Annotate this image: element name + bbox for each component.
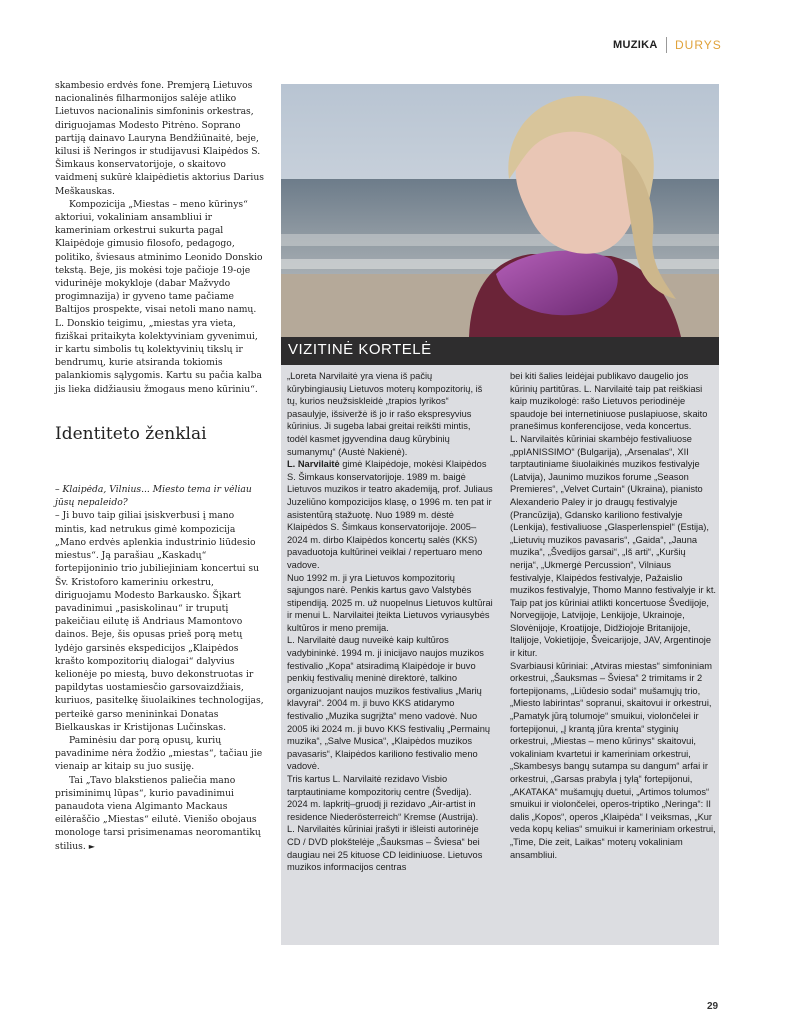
card-paragraph-text: L. Narvilaitės kūriniai skambėjo festivaliuose „ppIANISSIMO“ (Bulgarija), „Arsenalas“, XII tarptautiniame šiuolaikinės muzikos festivalyje (Latvija), Jaunimo muzikos forume „Season Premieres“, „Velvet Curtain“ (Ukraina), pianisto Alexanderio Paley ir jo draugų festivalyje (Prancūzija), Gdansko kariliono festivalyje (Lenkija), festivaliuose „Glasperlenspiel“ (Estija), „Lietuvių muzikos pavasaris“, „Gaida“, „Jauna muzika“, „Švedijos garsai“, „Iš arti“, „Kuršių nerija“, „Ukmergė Percussion“, Vilniaus festivalyje, Klaipėdos festivalyje, Pažaislio muzikos festivalyje, Thomo Manno festivalyje ir kt. Taip pat jos kūriniai atlikti koncertuose Švedijoje, Norvegijoje, Latvijoje, Lenkijoje, Ukrainoje, Slovėnijoje, Kroatijoje, Didžiojoje Britanijoje, Italijoje, Vokietijoje, Šveicarijoje, JAV, Argentinoje ir kitur.: [510, 433, 716, 659]
portrait-photo: [281, 84, 719, 337]
article-paragraph: – Ji buvo taip giliai įsiskverbusi į mano mintis, kad netrukus gimė kompozicija „Mano erdvės aplenkia industrinio liūdesio miestus“. Ją parašiau „Kaskadų“ fortepijoninio trio jubiliejiniam koncertui su Šv. Kristoforo kameriniu orkestru, diriguojamu Modesto Barkausko. Šįkart pavadinimui „pasiskolinau“ ir truputį pakeičiau eilutę iš Andriaus Mamontovo dainos. Beje, šis opusas prieš porą metų lydėjo garsinės ekspedicijos „Klaipėdos krašto kompozitorių dialogai“ dalyvius kelionėje po miestą, buvo dekonstruotas ir papildytas uostamiesčio garsovaizdžiais, kuriuos, pasitelkę šiuolaikines technologijas, perteikė garso menininkai Donatas Bielkauskas ir Kristijonas Lučinskas.: [55, 510, 264, 733]
card-paragraph: [287, 370, 493, 458]
article-left-column: [55, 79, 265, 853]
card-paragraph-text: gimė Klaipėdoje, mokėsi Klaipėdos S. Šimkaus konservatorijoje. 1989 m. baigė Lietuvos muzikos ir teatro akademiją, prof. Juliaus Juzeliūno kompozicijos klasę, o 1996 m. ten pat ir asistentūrą stažuotę. Nuo 1989 m. dėstė Klaipėdos S. Šimkaus konservatorijoje. 2005–2024 m. dirbo Klaipėdos koncertų salės (KKS) pavaduotoja kultūrinei veiklai / repertuaro meno vadove.: [287, 459, 493, 570]
interview-question: – Klaipėda, Vilnius... Miesto tema ir vėliau jūsų nepaleido?: [55, 484, 252, 509]
article-paragraph: skambesio erdvės fone. Premjerą Lietuvos nacionalinės filharmonijos salėje atliko Lietuvos nacionalinis simfoninis orkestras, diriguojamas Modesto Pitrėno. Soprano partiją dainavo Lauryna Bendžiūnaitė, beje, kilusi iš Neringos ir studijavusi Klaipėdos S. Šimkaus konservatorijoje, o skaitovo vaidmenį sukūrė klaipėdietis aktorius Darius Meškauskas.: [55, 80, 264, 197]
card-column-2: [510, 370, 716, 861]
article-paragraph: [55, 774, 265, 853]
card-paragraph: [287, 458, 493, 571]
card-title: VIZITINĖ KORTELĖ: [288, 341, 432, 358]
card-paragraph-text: L. Narvilaitė daug nuveikė kaip kultūros vadybininkė. 1994 m. ji inicijavo naujos muzikos festivalio „Kopa“ atsiradimą Klaipėdoje ir buvo penkių festivalių meninė direktorė, talkino organizuojant naujos muzikos festivalius „Marių klavyrai“. 2004 m. ji buvo KKS atidarymo festivalio „Muzika sugrįžta“ meno vadovė. Nuo 2005 iki 2024 m. ji buvo KKS festivalių „Permainų muzika“, „Salve Musica“, „Klaipėdos muzikos pavasaris“, Klaipėdos kariliono festivalio meno vadovė.: [287, 635, 491, 772]
page-number: 29: [707, 1001, 719, 1012]
continue-arrow-icon: ►: [88, 841, 95, 851]
section-label: MUZIKA: [613, 39, 658, 51]
card-paragraph-text: Tris kartus L. Narvilaitė rezidavo Visbio tarptautiniame kompozitorių centre (Švedija). 2024 m. lapkritį–gruodį ji rezidavo „Air-artist in residence Niederösterreich“ Kremse (Austrija).: [287, 774, 479, 822]
article-paragraph: Paminėsiu dar porą opusų, kurių pavadinime nėra žodžio „miestas“, tačiau jie vienaip ar kitaip su juo susiję.: [55, 734, 263, 773]
paragraph-text: Tai „Tavo blakstienos paliečia mano prisiminimų lūpas“, kurio pavadinimui panaudota viena Algimanto Mackaus eilėraščio „Miestas“ eilutė. Vienišo obojaus monologe tarsi prisimenamas neoromantikų stilius.: [55, 774, 261, 852]
card-paragraph: [287, 773, 493, 823]
card-paragraph-text: Svarbiausi kūriniai: „Atviras miestas“ simfoniniam orkestrui, „Šauksmas – Šviesa“ 2 trimitams ir 2 fortepijonams, „Liūdesio sodai“ mušamųjų trio, „Miesto labirintas“ sopranui, skaitovui ir orkestrui, „Pamatyk jūrą tolumoje“ smuikui, violončelei ir fortepijonui, „Į krantą jūra krenta“ styginių orkestrui, „Miestas – meno kūrinys“ skaitovui, vokaliniam kvartetui ir kameriniam orkestrui, „Skambesys bangų sutampa su dangum“ arfai ir orkestrui, „Garsas prabyla į tylą“ fortepijonui, „AKATAKA“ mušamųjų duetui, „Artimos tolumos“ smuikui ir violončelei, operos-triptiko „Neringa“: II dalis „Kopos“, operos „Klaipėda“ I veiksmas, „Kur veda kopų kelias“ smuikui ir kameriniam orkestrui, „Time, Die zeit, Laikas“ moterų vokaliniam ansambliui.: [510, 660, 716, 860]
card-paragraph: [510, 370, 716, 433]
article-paragraph: Kompozicija „Miestas – meno kūrinys“ aktoriui, vokaliniam ansambliui ir kameriniam orkestrui sukurta pagal Klaipėdoje gimusio filosofo, pedagogo, politiko, šviesaus atminimo Leonido Donskio tekstą. Beje, jis mokėsi toje pačioje 19-oje vidurinėje mokykloje (dabar Mažvydo progimnazija) ir gyveno tame pačiame Baltijos prospekte, visai netoli mano namų. L. Donskio teigimu, „miestas yra vieta, fiziškai pritaikyta kolektyviniam gyvenimui, ir kartu simbolis tų kolektyvinių tikslų ir bendrumų, kurie atsiranda tokiomis palankiomis sąlygomis. Kartu su pačia kalba jis lieka didžiausiu žmogaus meno kūriniu“.: [55, 198, 263, 395]
header-divider: [666, 37, 667, 53]
card-paragraph: [510, 433, 716, 660]
card-paragraph: [287, 823, 493, 873]
card-paragraph-text: L. Narvilaitės kūriniai įrašyti ir išleisti autorinėje CD / DVD plokštelėje „Šauksmas – Šviesa“ bei daugiau nei 25 kituose CD leidiniuose. Lietuvos muzikos informacijos centras: [287, 824, 483, 873]
section-heading: Identiteto ženklai: [55, 423, 207, 444]
card-column-1: [287, 370, 493, 874]
card-paragraph-text: bei kiti šalies leidėjai publikavo daugelio jos kūrinių partitūras. L. Narvilaitė taip pat reiškiasi kaip muzikologė: rašo Lietuvos periodinėje spaudoje bei internetiniuose puslapiuose, skaito pranešimus konferencijose, veda koncertus.: [510, 371, 708, 432]
card-paragraph-text: „Loreta Narvilaitė yra viena iš pačių kūrybingiausių Lietuvos moterų kompozitorių, iš tų, kurios neužsiskleidė „trapios lyrikos“ pasaulyje, išsiveržė iš jo ir rašo ekspresyvius kūrinius. Ji sugeba labai greitai reikšti mintis, todėl kasmet įgyvendina daug kūrybinių sumanymų“ (Austė Nakienė).: [287, 371, 483, 457]
card-paragraph: [287, 572, 493, 635]
card-paragraph: [510, 660, 716, 862]
magazine-brand: DURYS: [675, 38, 722, 52]
card-bold-name: L. Narvilaitė: [287, 459, 340, 470]
card-paragraph-text: Nuo 1992 m. ji yra Lietuvos kompozitorių sąjungos narė. Penkis kartus gavo Valstybės stipendiją. 2025 m. už nuopelnus Lietuvos kultūrai ir menui L. Narvilaitei įteikta Lietuvos vyriausybės kultūros ir meno premija.: [287, 572, 493, 633]
portrait-photo-image: [281, 84, 719, 337]
card-paragraph: [287, 634, 493, 773]
